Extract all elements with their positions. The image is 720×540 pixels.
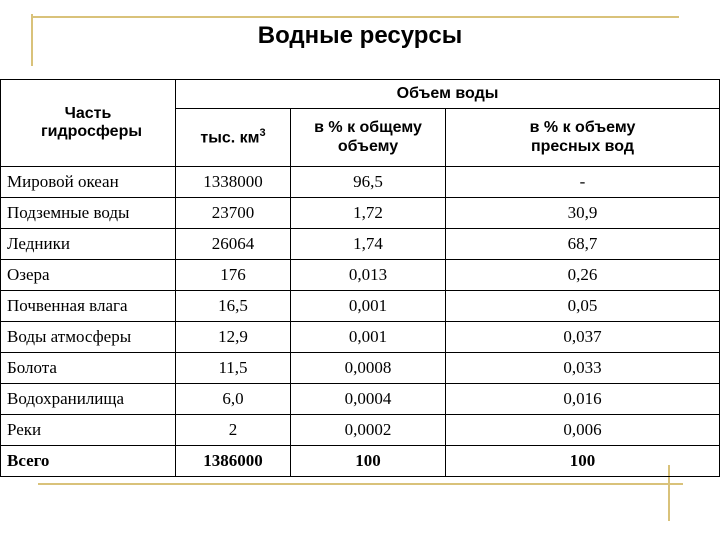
- cell-km3: 1386000: [176, 446, 291, 477]
- cell-pct-fresh: -: [446, 167, 720, 198]
- table-body: [1, 167, 720, 446]
- table-row: [1, 167, 720, 198]
- cell-name: Воды атмосферы: [1, 322, 176, 353]
- cell-pct-total: 96,5: [291, 167, 446, 198]
- cell-name: Мировой океан: [1, 167, 176, 198]
- cell-km3: 1338000: [176, 167, 291, 198]
- table-row-total: [1, 446, 720, 477]
- cell-km3: 12,9: [176, 322, 291, 353]
- cell-pct-fresh: 0,26: [446, 260, 720, 291]
- cell-pct-total: 0,0002: [291, 415, 446, 446]
- cell-pct-total: 0,013: [291, 260, 446, 291]
- cell-km3: 23700: [176, 198, 291, 229]
- cell-km3: 2: [176, 415, 291, 446]
- table-row: [1, 415, 720, 446]
- cell-km3: 11,5: [176, 353, 291, 384]
- cell-pct-fresh: 68,7: [446, 229, 720, 260]
- cell-pct-total: 0,001: [291, 291, 446, 322]
- cell-pct-fresh: 30,9: [446, 198, 720, 229]
- cell-name: Всего: [1, 446, 176, 477]
- table-row: [1, 322, 720, 353]
- cell-pct-total: 0,001: [291, 322, 446, 353]
- cell-pct-total: 1,74: [291, 229, 446, 260]
- cell-pct-fresh: 100: [446, 446, 720, 477]
- cell-name: Ледники: [1, 229, 176, 260]
- header-thousand-km3-superscript: 3: [259, 127, 266, 140]
- header-part-of-hydrosphere: Часть гидросферы: [1, 80, 176, 167]
- table-row: [1, 353, 720, 384]
- header-pct-fresh: в % к объему пресных вод: [446, 109, 720, 167]
- decorative-line-horizontal-top: [31, 16, 679, 18]
- table-row: [1, 384, 720, 415]
- cell-pct-total: 1,72: [291, 198, 446, 229]
- cell-km3: 26064: [176, 229, 291, 260]
- cell-name: Почвенная влага: [1, 291, 176, 322]
- cell-pct-fresh: 0,033: [446, 353, 720, 384]
- table-row: [1, 260, 720, 291]
- cell-pct-total: 0,0004: [291, 384, 446, 415]
- header-thousand-km3: [176, 109, 291, 167]
- cell-pct-total: 0,0008: [291, 353, 446, 384]
- cell-pct-total: 100: [291, 446, 446, 477]
- cell-name: Реки: [1, 415, 176, 446]
- cell-pct-fresh: 0,05: [446, 291, 720, 322]
- cell-km3: 176: [176, 260, 291, 291]
- cell-pct-fresh: 0,006: [446, 415, 720, 446]
- cell-name: Подземные воды: [1, 198, 176, 229]
- water-resources-table: [0, 79, 720, 477]
- table-row: [1, 198, 720, 229]
- cell-name: Болота: [1, 353, 176, 384]
- cell-km3: 16,5: [176, 291, 291, 322]
- cell-pct-fresh: 0,037: [446, 322, 720, 353]
- header-thousand-km3-label: тыс. км: [200, 129, 260, 147]
- table-row: [1, 291, 720, 322]
- cell-pct-fresh: 0,016: [446, 384, 720, 415]
- decorative-line-horizontal-bottom: [38, 483, 683, 485]
- cell-name: Водохранилища: [1, 384, 176, 415]
- table-row: [1, 229, 720, 260]
- header-volume-group: Объем воды: [176, 80, 720, 109]
- cell-name: Озера: [1, 260, 176, 291]
- header-pct-total: в % к общему объему: [291, 109, 446, 167]
- cell-km3: 6,0: [176, 384, 291, 415]
- page-title: Водные ресурсы: [257, 22, 463, 49]
- table-header-row-1: [1, 80, 720, 109]
